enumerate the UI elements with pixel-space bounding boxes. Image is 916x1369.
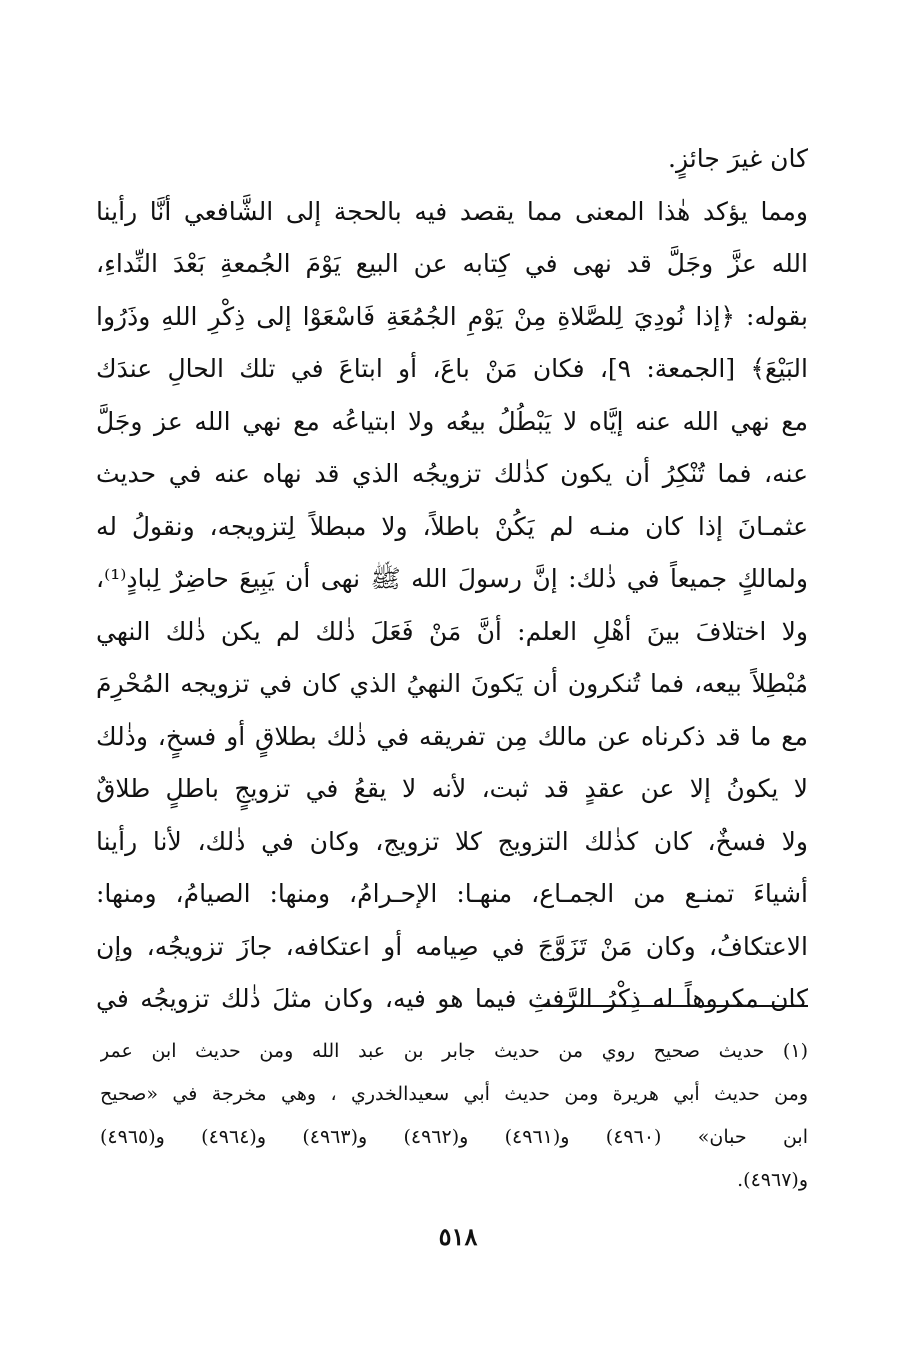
text-line: لا يكونُ إلا عن عقدٍ قد ثبت، لأنه لا يقعُ في تزويجٍ باطلٍ طلاقٌ xyxy=(96,774,808,803)
text-line: الله عزَّ وجَلَّ قد نهى في كِتابه عن البيع يَوْمَ الجُمعةِ بَعْدَ النِّداءِ، xyxy=(96,249,808,278)
text-line: مع نهي الله عنه إيَّاه لا يَبْطُلُ بيعُه ولا ابتياعُه مع نهي الله عز وجَلَّ xyxy=(96,406,808,436)
text-line: كان غيرَ جائزٍ. xyxy=(668,144,808,173)
footnote-divider xyxy=(541,1005,808,1007)
text-line: عنه، فما تُنْكِرُ أن يكون كذٰلك تزويجُه الذي قد نهاه عنه في حديث xyxy=(96,459,808,488)
main-text xyxy=(96,133,808,1026)
text-line: ولا اختلافَ بينَ أهْلِ العلم: أنَّ مَنْ فَعَلَ ذٰلك لم يكن ذٰلك النهي xyxy=(96,616,808,646)
page-number: ٥١٨ xyxy=(438,1222,478,1251)
text-line: بقوله: ﴿إذا نُودِيَ لِلصَّلاةِ مِنْ يَوْمِ الجُمُعَةِ فَاسْعَوْا إلى ذِكْرِ اللهِ وذَرُوا xyxy=(96,301,808,331)
footnote-line: ابن حبان» (٤٩٦٠) و(٤٩٦١) و(٤٩٦٢) و(٤٩٦٣) و(٤٩٦٤) و(٤٩٦٥) xyxy=(100,1126,808,1148)
text-line: ومما يؤكد هٰذا المعنى مما يقصد فيه بالحجة إلى الشَّافعي أنَّا رأينا xyxy=(96,196,808,226)
text-line: مُبْطِلاً بيعه، فما تُنكرون أن يَكونَ النهيُ الذي كان في تزويجه المُحْرِمَ xyxy=(96,669,808,698)
text-line: ولا فسخٌ، كان كذٰلك التزويج كلا تزويج، وكان في ذٰلك، لأنا رأينا xyxy=(96,826,808,856)
text-line: مع ما قد ذكرناه عن مالك مِن تفريقه في ذٰلك بطلاقٍ أو فسخٍ، وذٰلك xyxy=(96,721,808,751)
footnote-line: (١) حديث صحيح روي من حديث جابر بن عبد الله ومن حديث ابن عمر xyxy=(100,1040,808,1062)
footnote xyxy=(100,1030,808,1202)
text-line: الاعتكافُ، وكان مَنْ تَزَوَّجَ في صِيامه أو اعتكافه، جازَ تزويجُه، وإن xyxy=(96,931,808,961)
text-line: كان مكروهاً له ذِكْرُ الرَّفثِ فيما هو فيه، وكان مثلَ ذٰلك تزويجُه في xyxy=(96,984,808,1013)
text-line: ولمالكٍ جميعاً في ذٰلك: إنَّ رسولَ الله ﷺ نهى أن يَبِيعَ حاضِرٌ لِبادٍ⁽¹⁾، xyxy=(96,564,808,593)
text-line: عثمـانَ إذا كان منـه لم يَكُنْ باطلاً، ولا مبطلاً لِتزويجه، ونقولُ له xyxy=(96,511,808,541)
text-line: البَيْعَ﴾ [الجمعة: ٩]، فكان مَنْ باعَ، أو ابتاعَ في تلك الحالِ عندَك xyxy=(96,354,808,383)
footnote-line: و(٤٩٦٧). xyxy=(737,1169,808,1191)
text-line: أشياءَ تمنـع من الجمـاع، منهـا: الإحـرامُ، ومنها: الصيامُ، ومنها: xyxy=(96,879,808,908)
footnote-line: ومن حديث أبي هريرة ومن حديث أبي سعيدالخدري ، وهي مخرجة في «صحيح xyxy=(100,1083,808,1105)
